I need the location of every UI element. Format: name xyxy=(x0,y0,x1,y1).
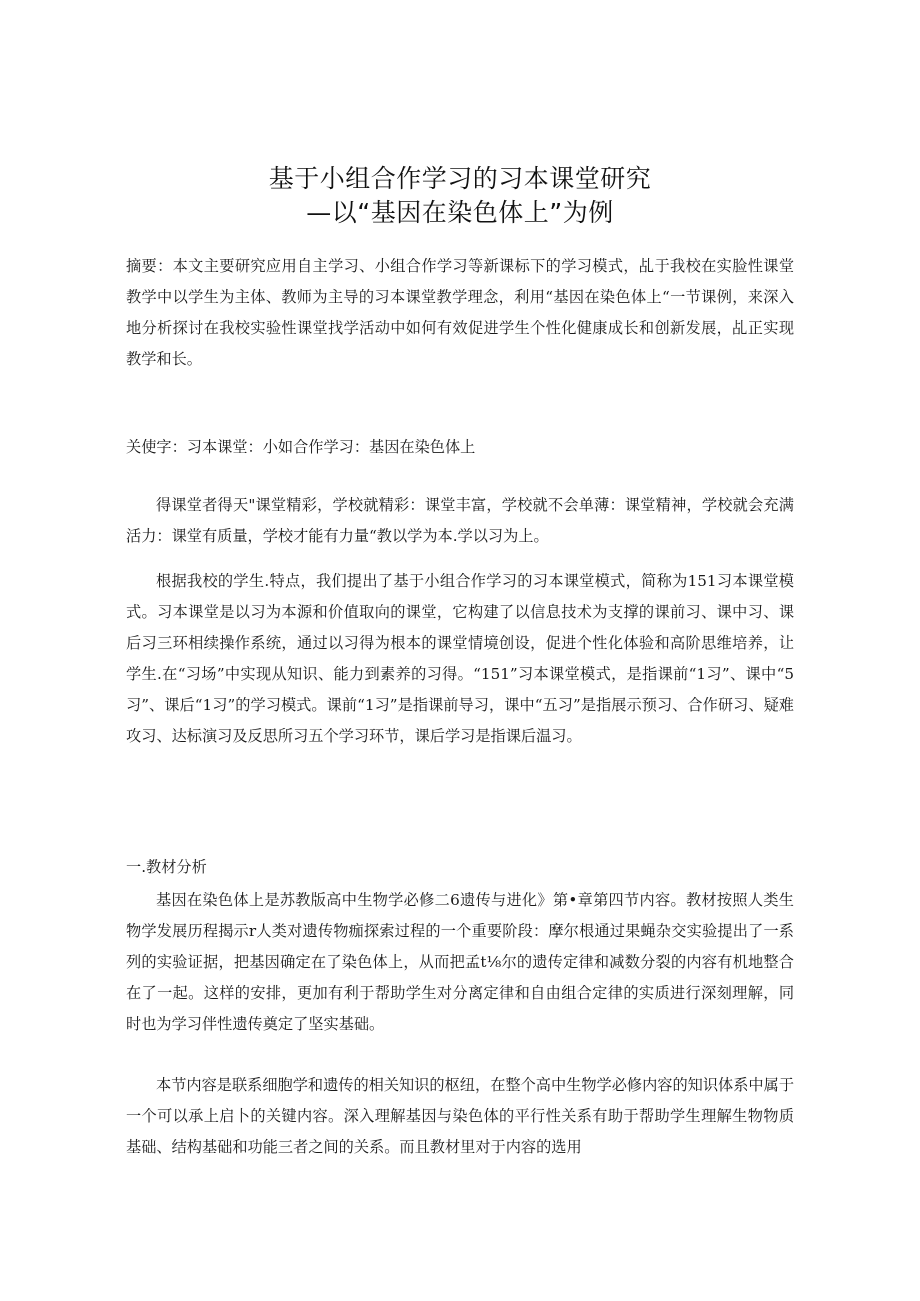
body-paragraph-1: 得课堂者得天"课堂精彩，学校就精彩：课堂丰富，学校就不会单薄：课堂精神，学校就会充满活力：课堂有质量，学校才能有力量“教以学为本.学以习为上。 xyxy=(126,496,794,545)
keywords-label: 关使字： xyxy=(126,438,187,456)
abstract-label: 摘要： xyxy=(126,257,173,275)
body-paragraph-3: 基因在染色体上是苏教版高中生物学必修二6遗传与进化》第•章第四节内容。教材按照人类生物学发展历程揭示r人类对遗传物痂探索过程的一个重要阶段：摩尔根通过果蝇杂交实验提出了一系列的实验证据，把基因确定在了染色体上，从而把孟t⅛尔的遗传定律和减数分裂的内容有机地整合在了一起。这样的安排，更加有利于帮助学生对分离定律和自由组合定律的实质进行深刻理解，同时也为学习伴性遗传奠定了坚实基础。 xyxy=(126,891,794,1033)
abstract-paragraph xyxy=(126,251,794,375)
keywords-line xyxy=(126,432,794,463)
abstract-text: 本文主要研究应用自主学习、小组合作学习等新课标下的学习模式，乩于我校在实脸性课堂教学中以学生为主体、教师为主导的习本课堂教学理念，利用“基因在染色体上“一节课例，来深入地分析探讨在我校实验性课堂找学活动中如何有效促进学生个性化健康成长和创新发展，乩正实现教学和长。 xyxy=(126,257,795,368)
title-block xyxy=(0,162,920,230)
keywords-text: 习本课堂：小如合作学习：基因在染色体上 xyxy=(186,438,476,456)
body-paragraph-2: 根据我校的学生.特点，我们提出了基于小组合作学习的习本课堂模式，简称为151习本课堂模式。习本课堂是以习为本源和价值取向的课堂，它构建了以信息技术为支撑的课前习、课中习、课后习三环相续操作系统，通过以习得为根本的课堂情境创设，促进个性化体验和高阶思维培养，让学生.在“习场”中实现从知识、能力到素养的习得。“151”习本课堂模式，是指课前“1习”、课中“5习”、课后“1习”的学习模式。课前“1习”是指课前导习，课中“五习”是指展示预习、合作研习、疑难攻习、达标演习及反思所习五个学习环节，课后学习是指课后温习。 xyxy=(126,572,794,745)
subtitle: —以“基因在染色体上”为例 xyxy=(306,198,614,227)
section-heading-1: 一.教材分析 xyxy=(126,858,207,876)
body-paragraph-4: 本节内容是联系细胞学和遗传的相关知识的枢纽，在整个高中生物学必修内容的知识体系中属于一个可以承上启卜的关键内容。深入理解基因与染色体的平行性关系有助于帮助学生理解生物物质基础、结构基础和功能三者之间的关系。而且教材里对于内容的选用 xyxy=(126,1076,794,1156)
main-title: 基于小组合作学习的习本课堂研究 xyxy=(268,164,652,193)
